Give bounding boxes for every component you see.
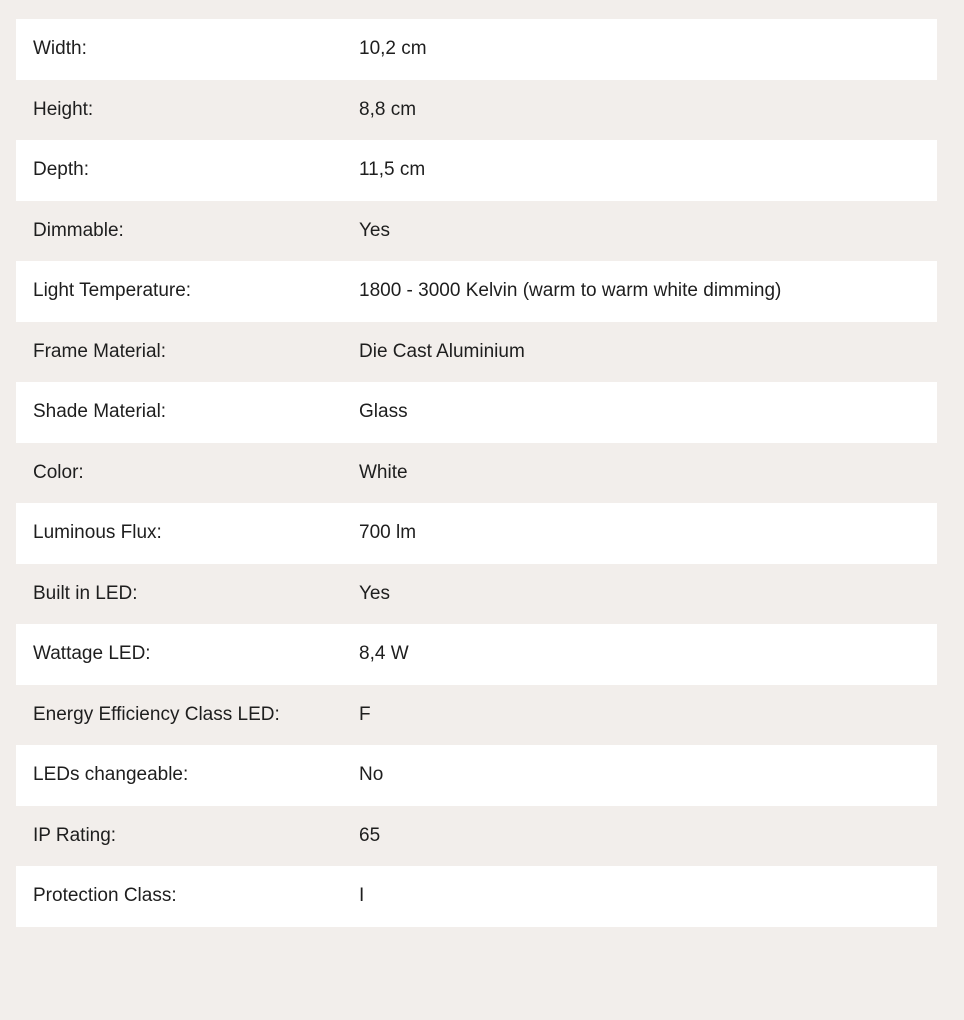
spec-row-width <box>16 19 937 80</box>
spec-label: Light Temperature: <box>33 280 192 302</box>
spec-value: Yes <box>359 219 390 241</box>
spec-value: 65 <box>359 824 381 846</box>
spec-label: Luminous Flux: <box>33 522 162 544</box>
spec-label: IP Rating: <box>33 824 117 846</box>
spec-value: I <box>359 885 365 907</box>
spec-value: Glass <box>359 401 408 423</box>
spec-label: Energy Efficiency Class LED: <box>33 703 280 725</box>
spec-label: Color: <box>33 461 84 483</box>
spec-row-wattage-led <box>16 624 937 685</box>
spec-label: Depth: <box>33 159 89 181</box>
spec-value: 8,4 W <box>359 643 409 665</box>
spec-label: Width: <box>33 38 87 60</box>
spec-row-energy-efficiency-class <box>16 685 937 746</box>
spec-row-built-in-led <box>16 564 937 625</box>
spec-row-height <box>16 80 937 141</box>
spec-row-shade-material <box>16 382 937 443</box>
spec-row-dimmable <box>16 201 937 262</box>
specifications-table <box>16 19 937 927</box>
spec-row-luminous-flux <box>16 503 937 564</box>
spec-label: Built in LED: <box>33 582 138 604</box>
spec-label: Protection Class: <box>33 885 177 907</box>
spec-label: Frame Material: <box>33 340 167 362</box>
spec-value: 11,5 cm <box>359 159 426 181</box>
spec-label: Wattage LED: <box>33 643 151 665</box>
spec-value: No <box>359 764 384 786</box>
spec-row-frame-material <box>16 322 937 383</box>
spec-value: 10,2 cm <box>359 38 427 60</box>
spec-row-depth <box>16 140 937 201</box>
spec-label: LEDs changeable: <box>33 764 189 786</box>
spec-value: Die Cast Aluminium <box>359 340 525 362</box>
spec-row-light-temperature <box>16 261 937 322</box>
spec-row-color <box>16 443 937 504</box>
spec-label: Shade Material: <box>33 401 167 423</box>
spec-row-ip-rating <box>16 806 937 867</box>
spec-value: 1800 - 3000 Kelvin (warm to warm white dimming) <box>359 280 782 302</box>
spec-value: 8,8 cm <box>359 98 417 120</box>
spec-value: 700 lm <box>359 522 417 544</box>
spec-value: Yes <box>359 582 390 604</box>
spec-label: Height: <box>33 98 94 120</box>
spec-label: Dimmable: <box>33 219 124 241</box>
spec-value: White <box>359 461 408 483</box>
spec-row-protection-class <box>16 866 937 927</box>
spec-row-leds-changeable <box>16 745 937 806</box>
spec-value: F <box>359 703 371 725</box>
